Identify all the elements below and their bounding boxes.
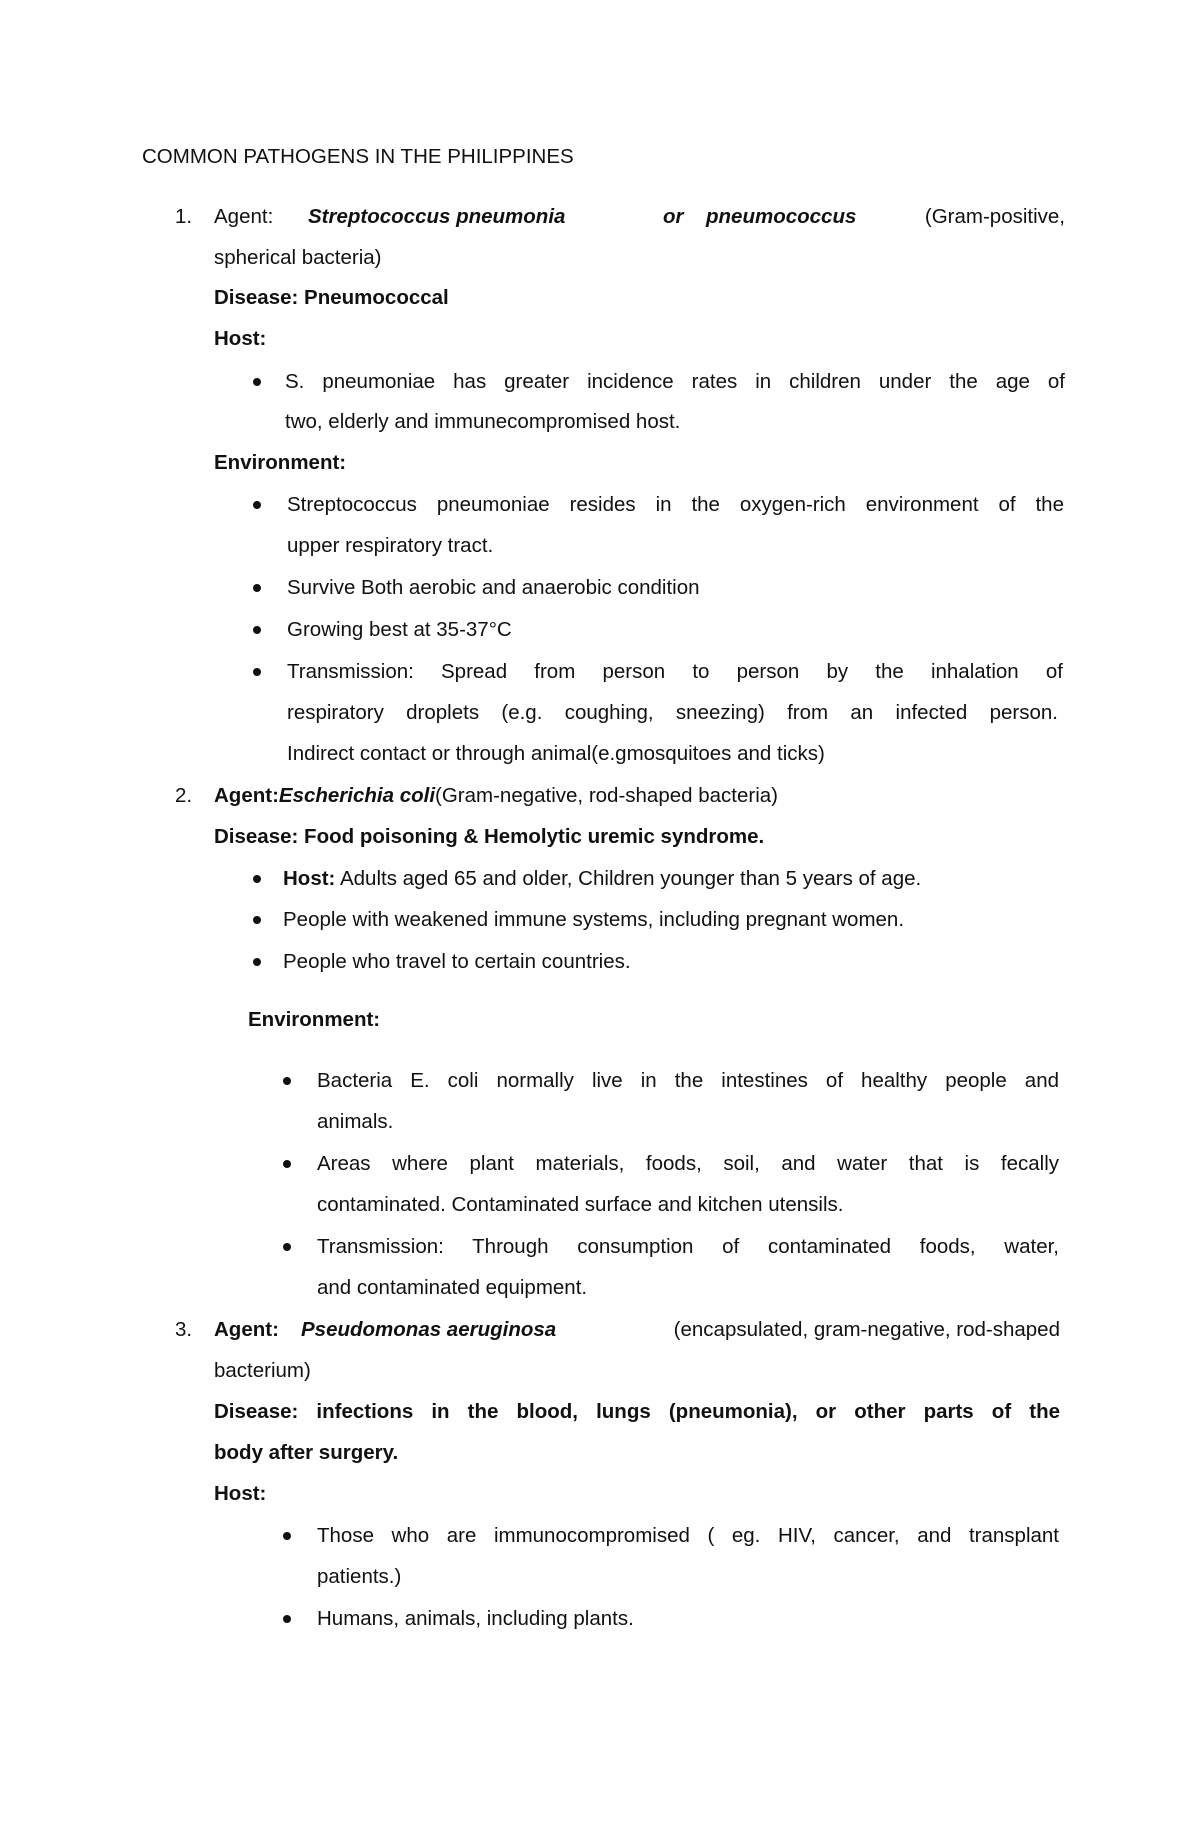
bullet: [253, 668, 261, 676]
s3-agent-name: Pseudomonas aeruginosa: [301, 1318, 557, 1341]
bullet: [253, 501, 261, 509]
bullet: [283, 1243, 291, 1251]
s3-disease-line-1: Disease: infections in the blood, lungs (pneumonia), or other parts of the: [214, 1400, 1060, 1423]
s2-env-bullet-3-line-2: and contaminated equipment.: [317, 1276, 588, 1299]
s1-disease-label: Disease:: [214, 286, 299, 309]
s2-agent-desc: (Gram-negative, rod-shaped bacteria): [435, 784, 778, 807]
s2-env-bullet-2-line-2: contaminated. Contaminated surface and kitchen utensils.: [317, 1193, 844, 1216]
s2-agent-label: Agent:: [214, 784, 279, 807]
bullet: [253, 626, 261, 634]
s2-host-label: Host:: [283, 867, 336, 890]
s1-host-bullet-1-line-1: S. pneumoniae has greater incidence rates in children under the age of: [285, 370, 1065, 393]
s2-agent-line: [214, 783, 778, 809]
s1-environment-label: Environment:: [214, 451, 347, 474]
s1-host-bullet-1-line-2: two, elderly and immunecompromised host.: [285, 410, 681, 433]
bullet: [253, 958, 261, 966]
s1-env-bullet-2: Survive Both aerobic and anaerobic condition: [287, 576, 700, 599]
s1-agent-name-a: Streptococcus pneumonia: [308, 205, 566, 228]
s1-agent-desc-b: spherical bacteria): [214, 246, 382, 269]
s2-host-bullet-3: People who travel to certain countries.: [283, 950, 631, 973]
s2-host-bullet-2: People with weakened immune systems, including pregnant women.: [283, 908, 905, 931]
s3-agent-label: Agent:: [214, 1318, 279, 1341]
s1-agent-label: Agent:: [214, 205, 274, 228]
s3-disease-line-2: body after surgery.: [214, 1441, 399, 1464]
s3-host-bullet-1-line-2: patients.): [317, 1565, 402, 1588]
s1-env-bullet-4-line-2: respiratory droplets (e.g. coughing, sneezing) from an infected person.: [287, 701, 1058, 724]
bullet: [253, 916, 261, 924]
bullet: [283, 1615, 291, 1623]
s2-agent-name: Escherichia coli: [278, 784, 436, 807]
s2-env-bullet-1-line-2: animals.: [317, 1110, 394, 1133]
s2-disease-value: Food poisoning & Hemolytic uremic syndrome.: [304, 825, 765, 848]
s3-host-bullet-2: Humans, animals, including plants.: [317, 1607, 634, 1630]
item-number-2: 2.: [175, 784, 193, 807]
s1-env-bullet-1-line-2: upper respiratory tract.: [287, 534, 494, 557]
document-title: COMMON PATHOGENS IN THE PHILIPPINES: [142, 145, 574, 168]
item-number-1: 1.: [175, 205, 193, 228]
s2-disease: [214, 824, 764, 850]
bullet: [253, 584, 261, 592]
s1-disease: [214, 285, 449, 311]
s2-host-bullet-1-text: Adults aged 65 and older, Children younger than 5 years of age.: [339, 867, 922, 890]
s3-host-bullet-1-line-1: Those who are immunocompromised ( eg. HIV, cancer, and transplant: [317, 1524, 1059, 1547]
s3-agent-desc-a: (encapsulated, gram-negative, rod-shaped: [673, 1318, 1060, 1341]
s1-env-bullet-4-line-3: Indirect contact or through animal(e.gmosquitoes and ticks): [287, 742, 825, 765]
bullet: [283, 1077, 291, 1085]
bullet: [253, 378, 261, 386]
item-number-3: 3.: [175, 1318, 193, 1341]
s1-agent-or: or: [663, 205, 684, 228]
s2-env-bullet-1-line-1: Bacteria E. coli normally live in the intestines of healthy people and: [317, 1069, 1059, 1092]
bullet: [253, 875, 261, 883]
s3-agent-line: [214, 1317, 1060, 1343]
s1-env-bullet-3: Growing best at 35-37°C: [287, 618, 512, 641]
s3-agent-desc-b: bacterium): [214, 1359, 311, 1382]
s1-agent-name-b: pneumococcus: [706, 205, 857, 228]
s1-env-bullet-4-line-1: Transmission: Spread from person to person by the inhalation of: [287, 660, 1063, 683]
s3-host-label: Host:: [214, 1482, 267, 1505]
s1-env-bullet-1-line-1: Streptococcus pneumoniae resides in the oxygen-rich environment of the: [287, 493, 1064, 516]
bullet: [283, 1532, 291, 1540]
s2-env-bullet-3-line-1: Transmission: Through consumption of contaminated foods, water,: [317, 1235, 1059, 1258]
s2-environment-label: Environment:: [248, 1008, 381, 1031]
s2-disease-label: Disease:: [214, 825, 299, 848]
s2-env-bullet-2-line-1: Areas where plant materials, foods, soil, and water that is fecally: [317, 1152, 1059, 1175]
s2-host-bullet-1: [283, 866, 921, 892]
s1-agent-desc-a: (Gram-positive,: [924, 205, 1065, 228]
s1-host-label: Host:: [214, 327, 267, 350]
bullet: [283, 1160, 291, 1168]
s1-disease-value: Pneumococcal: [304, 286, 449, 309]
